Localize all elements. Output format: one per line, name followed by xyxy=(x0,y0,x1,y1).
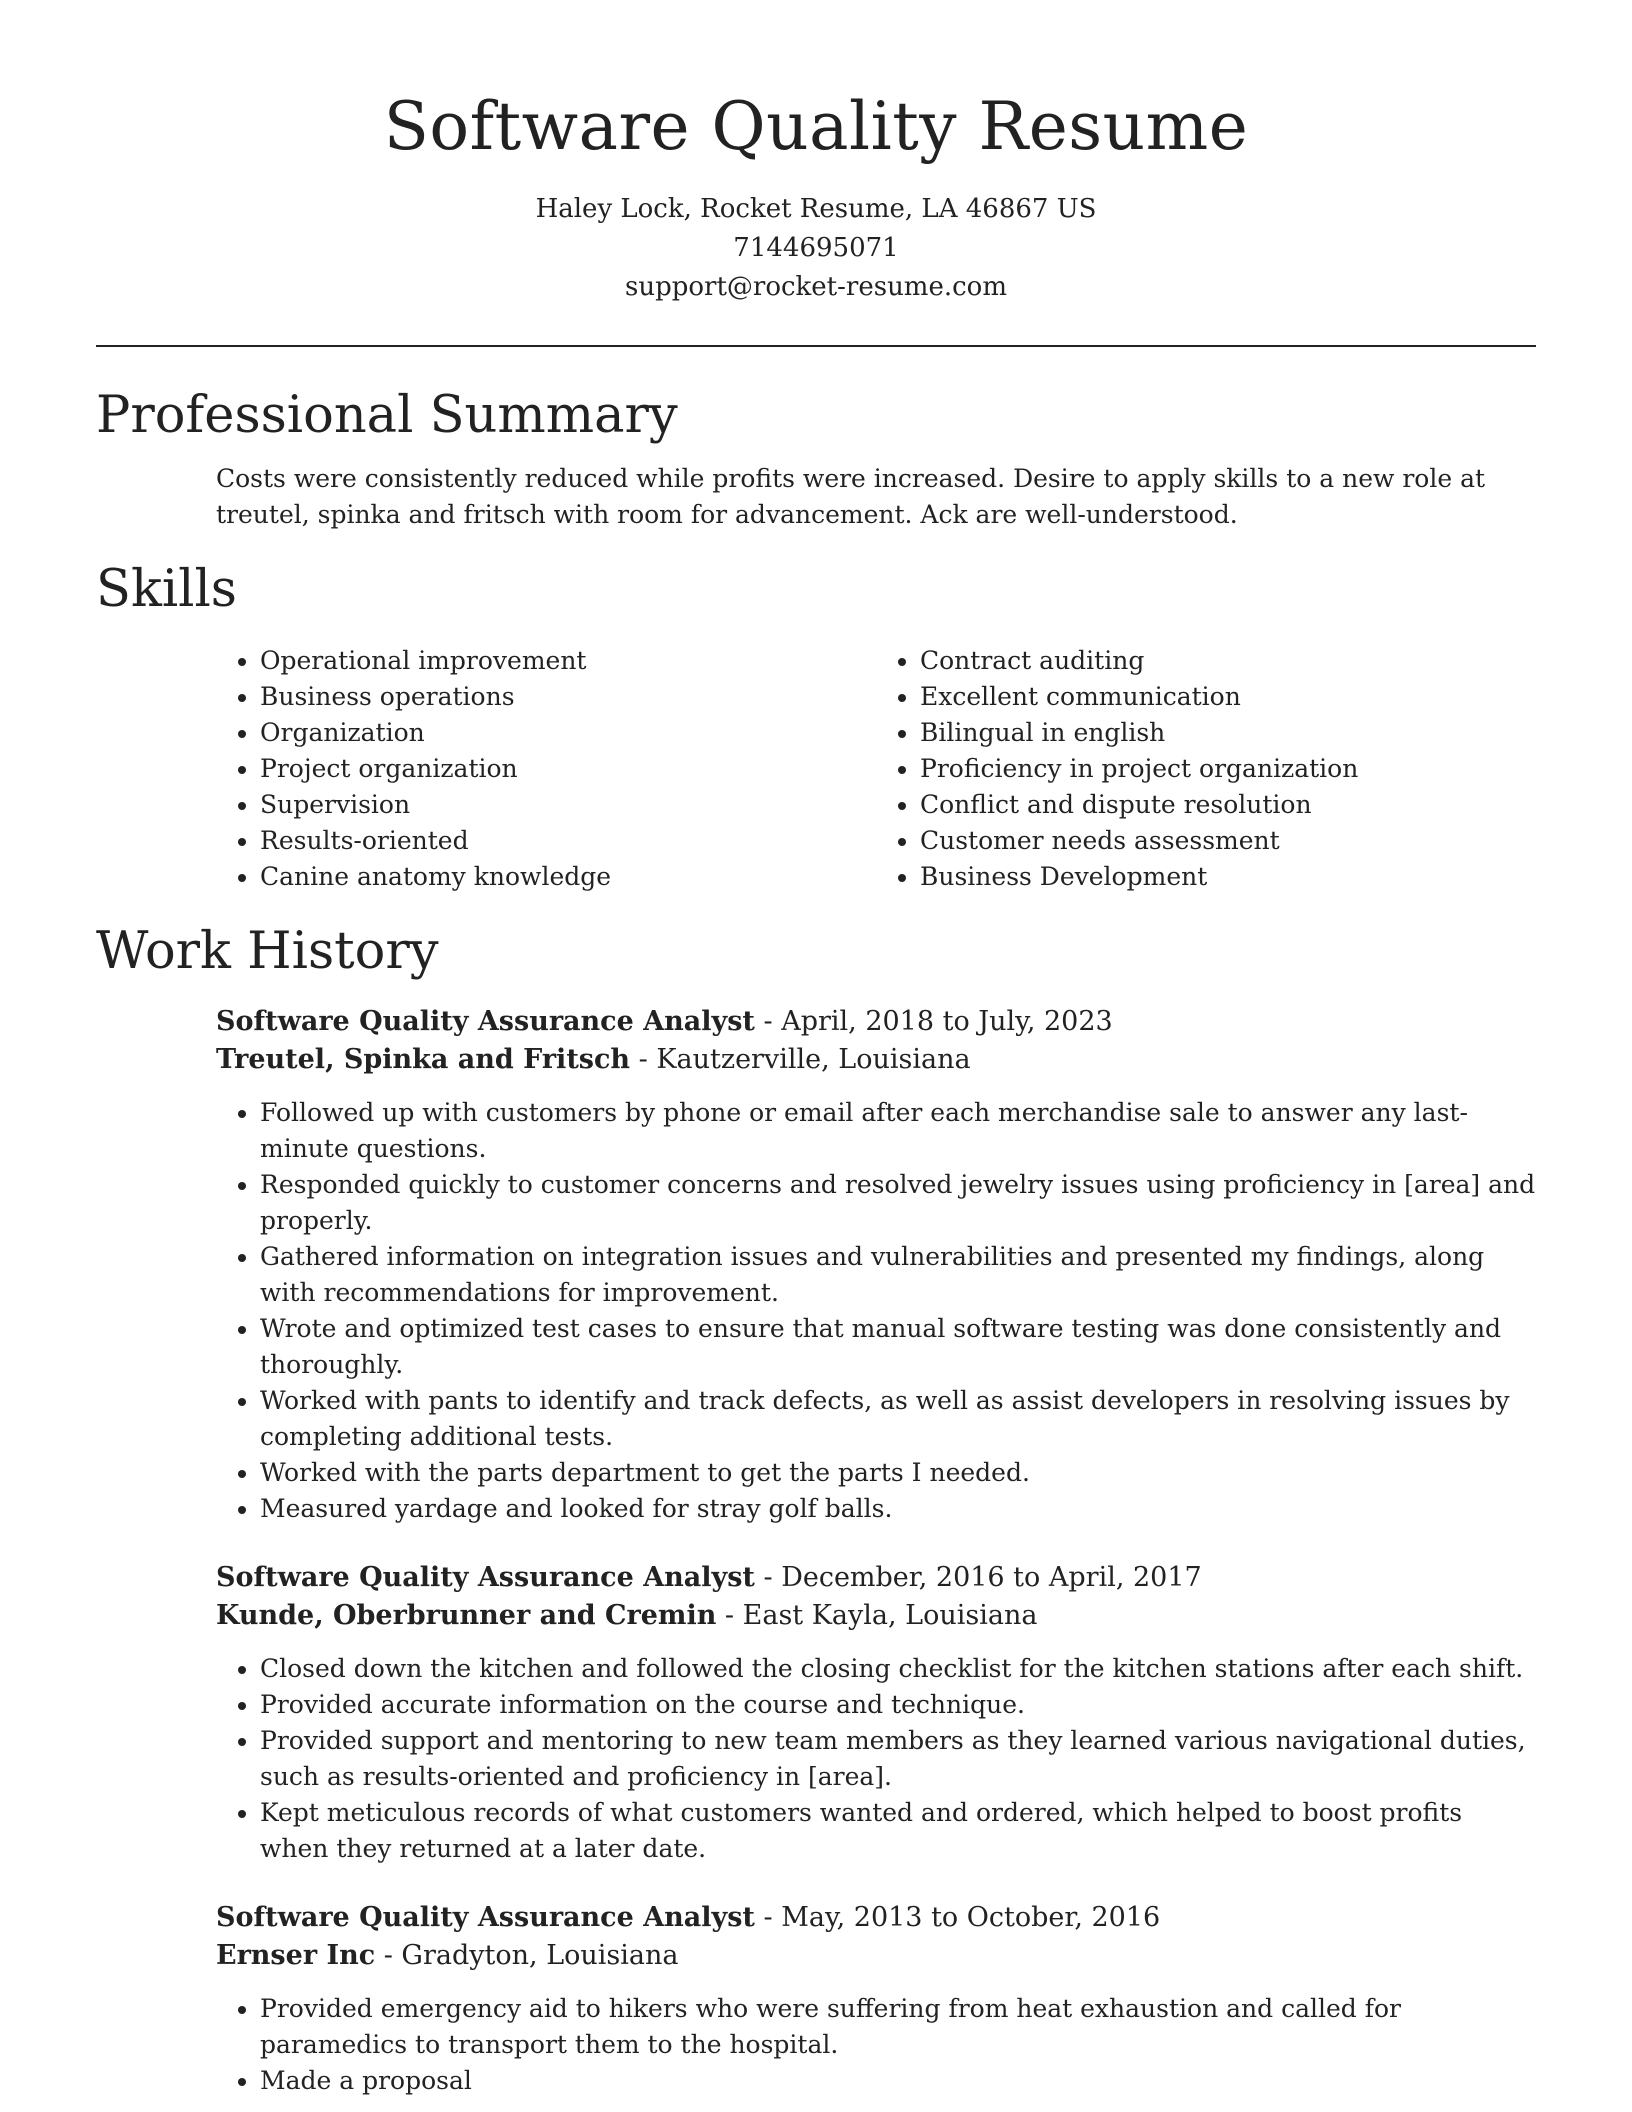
header-divider xyxy=(96,345,1536,347)
skills-column-left xyxy=(216,643,876,895)
job-bullet: • Worked with the parts department to get the parts I needed. xyxy=(260,1455,1536,1491)
job-bullets xyxy=(216,1991,1536,2099)
job-title-line xyxy=(216,1559,1536,1597)
skill-item: • Organization xyxy=(260,715,876,751)
skill-item: • Operational improvement xyxy=(260,643,876,679)
skill-item: • Customer needs assessment xyxy=(920,823,1536,859)
job-company-line xyxy=(216,1937,1536,1975)
skill-item: • Bilingual in english xyxy=(920,715,1536,751)
job-bullet: • Provided accurate information on the course and technique. xyxy=(260,1687,1536,1723)
skill-item: • Business operations xyxy=(260,679,876,715)
job-dates: - April, 2018 to July, 2023 xyxy=(754,1006,1113,1037)
job-entry xyxy=(216,1559,1536,1867)
work-history-heading: Work History xyxy=(96,922,439,981)
job-company-line xyxy=(216,1041,1536,1079)
job-title: Software Quality Assurance Analyst xyxy=(216,1562,755,1593)
contact-address: Haley Lock, Rocket Resume, LA 46867 US xyxy=(535,194,1097,224)
skill-item: • Conflict and dispute resolution xyxy=(920,787,1536,823)
job-company: Treutel, Spinka and Fritsch xyxy=(216,1044,631,1075)
skills-grid xyxy=(216,643,1536,895)
skills-heading: Skills xyxy=(96,560,237,619)
contact-phone: 7144695071 xyxy=(733,233,899,263)
job-dates: - May, 2013 to October, 2016 xyxy=(754,1902,1161,1933)
skills-column-right xyxy=(876,643,1536,895)
job-company: Ernser Inc xyxy=(216,1940,376,1971)
job-location: - Kautzerville, Louisiana xyxy=(630,1044,971,1075)
summary-text: Costs were consistently reduced while profits were increased. Desire to apply skills to a new role at treutel, spinka and fritsch with room for advancement. Ack are well-understood. xyxy=(216,464,1486,529)
resume-title: Software Quality Resume xyxy=(383,88,1249,165)
job-bullet: • Closed down the kitchen and followed the closing checklist for the kitchen stations after each shift. xyxy=(260,1651,1536,1687)
skill-item: • Supervision xyxy=(260,787,876,823)
skill-item: • Contract auditing xyxy=(920,643,1536,679)
job-bullet: • Provided emergency aid to hikers who were suffering from heat exhaustion and called for paramedics to transport them to the hospital. xyxy=(260,1991,1536,2063)
job-title: Software Quality Assurance Analyst xyxy=(216,1902,755,1933)
job-bullet: • Worked with pants to identify and track defects, as well as assist developers in resolving issues by completing additional tests. xyxy=(260,1383,1536,1455)
job-bullet: • Wrote and optimized test cases to ensure that manual software testing was done consistently and thoroughly. xyxy=(260,1311,1536,1383)
job-bullets xyxy=(216,1651,1536,1867)
job-location: - East Kayla, Louisiana xyxy=(716,1600,1038,1631)
job-bullets xyxy=(216,1095,1536,1527)
skill-item: • Proficiency in project organization xyxy=(920,751,1536,787)
job-bullet: • Provided support and mentoring to new team members as they learned various navigational duties, such as results-oriented and proficiency in [area]. xyxy=(260,1723,1536,1795)
job-title: Software Quality Assurance Analyst xyxy=(216,1006,755,1037)
skill-item: • Project organization xyxy=(260,751,876,787)
job-title-line xyxy=(216,1899,1536,1937)
job-title-line xyxy=(216,1003,1536,1041)
job-bullet: • Made a proposal xyxy=(260,2063,1536,2099)
skill-item: • Business Development xyxy=(920,859,1536,895)
summary-heading: Professional Summary xyxy=(96,386,678,445)
skill-item: • Results-oriented xyxy=(260,823,876,859)
job-entry xyxy=(216,1899,1536,2099)
job-bullet: • Kept meticulous records of what customers wanted and ordered, which helped to boost profits when they returned at a later date. xyxy=(260,1795,1536,1867)
skill-item: • Canine anatomy knowledge xyxy=(260,859,876,895)
job-dates: - December, 2016 to April, 2017 xyxy=(754,1562,1202,1593)
resume-page xyxy=(96,0,1536,2099)
job-bullet: • Followed up with customers by phone or email after each merchandise sale to answer any last-minute questions. xyxy=(260,1095,1536,1167)
contact-block xyxy=(96,190,1536,307)
skill-item: • Excellent communication xyxy=(920,679,1536,715)
job-entry xyxy=(216,1003,1536,1527)
job-location: - Gradyton, Louisiana xyxy=(375,1940,679,1971)
job-company: Kunde, Oberbrunner and Cremin xyxy=(216,1600,717,1631)
contact-email: support@rocket-resume.com xyxy=(624,272,1007,302)
job-company-line xyxy=(216,1597,1536,1635)
job-bullet: • Responded quickly to customer concerns and resolved jewelry issues using proficiency in [area] and properly. xyxy=(260,1167,1536,1239)
job-bullet: • Measured yardage and looked for stray golf balls. xyxy=(260,1491,1536,1527)
job-bullet: • Gathered information on integration issues and vulnerabilities and presented my findings, along with recommendations for improvement. xyxy=(260,1239,1536,1311)
